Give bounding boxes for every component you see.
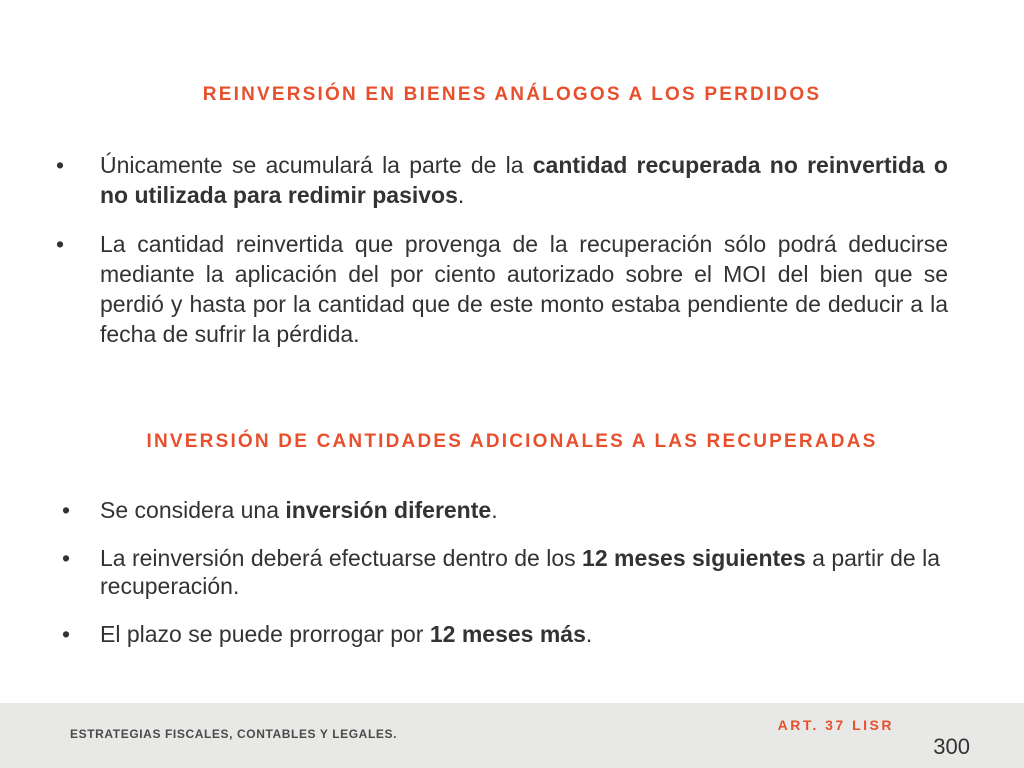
bullet-bold-text: inversión diferente (285, 497, 492, 523)
bullet-text: Se considera una (100, 497, 286, 523)
list-item (56, 150, 948, 210)
bullet-text-end: a partir de la recuperación. (100, 545, 941, 599)
list-item (56, 495, 948, 525)
bullet-text: El plazo se puede prorrogar por (100, 621, 430, 647)
bullet-text: La cantidad reinvertida que provenga de la recuperación sólo podrá deducirse mediante la aplicación del por ciento autorizado sobre el MOI del bien que se perdió y hasta por la cantidad que de este monto estaba pendiente de deducir a la fecha de sufrir la pérdida. (100, 231, 948, 347)
bullet-bold-text: 12 meses más (429, 621, 586, 647)
bullet-text-end: . (491, 497, 498, 523)
bullet-list-inversion (56, 495, 948, 668)
legal-reference: ART. 37 LISR (777, 717, 894, 733)
section-heading-reinversion: REINVERSIÓN EN BIENES ANÁLOGOS A LOS PERDIDOS (202, 84, 822, 105)
section-heading-inversion: INVERSIÓN DE CANTIDADES ADICIONALES A LAS RECUPERADAS (146, 431, 878, 452)
bullet-text: Únicamente se acumulará la parte de la (100, 152, 533, 178)
bullet-text-end: . (585, 621, 593, 647)
bullet-list-reinversion (56, 150, 948, 368)
footer-bar (0, 703, 1024, 768)
bullet-bold-text: 12 meses siguientes (582, 545, 806, 571)
footer-tagline: ESTRATEGIAS FISCALES, CONTABLES Y LEGALES. (70, 727, 398, 741)
bullet-icon: • (61, 497, 71, 523)
page-number: 300 (933, 734, 970, 759)
bullet-icon: • (61, 621, 71, 647)
bullet-icon: • (56, 152, 65, 178)
bullet-icon: • (56, 231, 65, 257)
list-item (56, 229, 948, 349)
list-item (56, 544, 948, 600)
bullet-text: La reinversión deberá efectuarse dentro de los (100, 545, 583, 571)
bullet-text-end: . (457, 182, 465, 208)
list-item (56, 619, 948, 649)
bullet-icon: • (61, 545, 71, 571)
bullet-bold-text: cantidad recuperada no reinvertida o no utilizada para redimir pasivos (100, 152, 948, 208)
